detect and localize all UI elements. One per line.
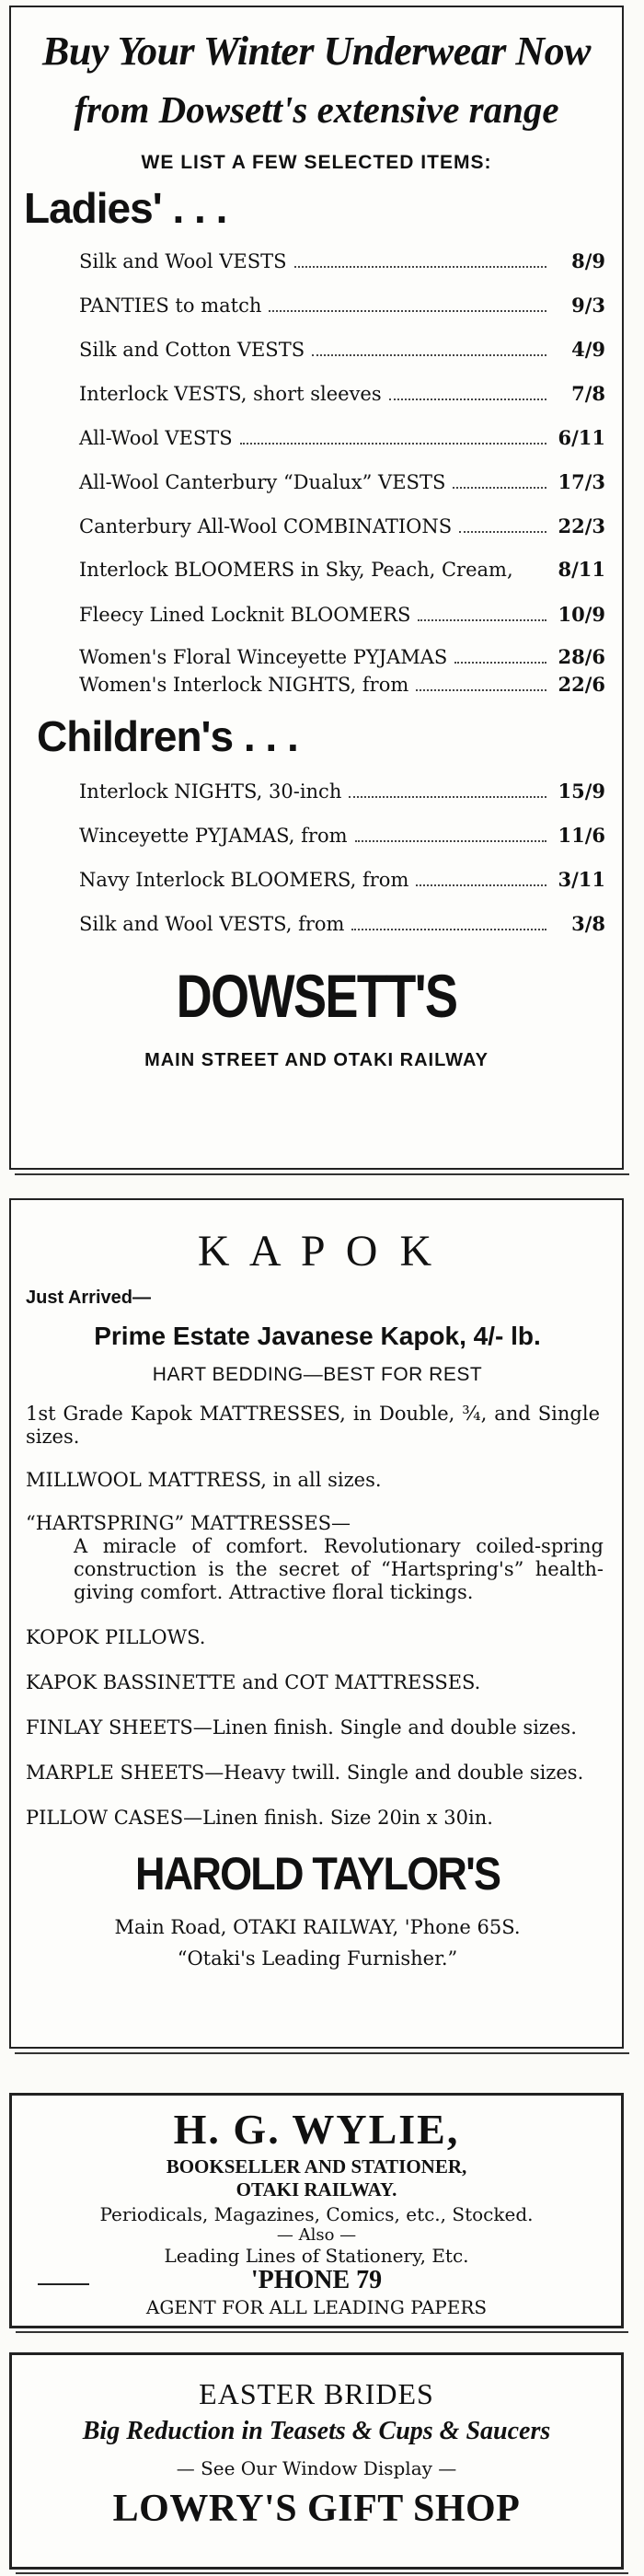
paragraph-heading: “HARTSPRING” MATTRESSES— (26, 1512, 351, 1534)
item-price: 15/9 (558, 780, 605, 803)
item-price: 11/6 (558, 824, 605, 847)
item-price: 8/9 (571, 249, 605, 272)
children-heading: Children's . . . (37, 712, 298, 760)
leader-dots (294, 238, 547, 268)
item-label: PANTIES to match (79, 295, 262, 317)
paragraph: PILLOW CASES—Linen finish. Size 20in x 30in. (26, 1807, 493, 1829)
leader-dots (453, 459, 546, 489)
item-label: Women's Floral Winceyette PYJAMAS (79, 646, 448, 668)
list-item (79, 459, 605, 503)
harold-taylor-ad (9, 1198, 624, 2049)
paragraph: MILLWOOL MATTRESS, in all sizes. (26, 1469, 382, 1491)
item-price: 10/9 (558, 603, 605, 626)
harold-taylor-name: HAROLD TAYLOR'S (134, 1848, 500, 1900)
ad1-headline-2: from Dowsett's extensive range (74, 88, 559, 131)
kapok-title: K A P O K (197, 1227, 438, 1276)
wylie-line-5: Leading Lines of Stationery, Etc. (164, 2245, 469, 2267)
paragraph: FINLAY SHEETS—Linen finish. Single and double sizes. (26, 1716, 577, 1739)
list-item (79, 283, 605, 327)
list-item (79, 592, 605, 636)
item-label: Silk and Wool VESTS (79, 250, 287, 272)
list-item (79, 503, 605, 548)
harold-taylor-address: Main Road, OTAKI RAILWAY, 'Phone 65S. (114, 1916, 521, 1938)
item-price: 22/3 (558, 514, 605, 537)
item-label: Interlock NIGHTS, 30-inch (79, 780, 342, 803)
leader-dots (240, 415, 546, 445)
rule-line (38, 2283, 89, 2285)
list-item (79, 768, 605, 813)
harold-taylor-slogan: “Otaki's Leading Furnisher.” (177, 1947, 458, 1970)
leader-dots (416, 673, 546, 691)
leader-dots (389, 371, 546, 400)
list-item (79, 371, 605, 415)
dowsetts-store-name: DOWSETT'S (176, 962, 457, 1030)
leader-dots (355, 813, 546, 842)
easter-brides: EASTER BRIDES (199, 2377, 434, 2410)
wylie-line-2: OTAKI RAILWAY. (236, 2178, 397, 2201)
item-price: 9/3 (571, 294, 605, 317)
lowrys-ad (9, 2352, 624, 2570)
wylie-line-1: BOOKSELLER AND STATIONER, (166, 2155, 467, 2177)
ladies-heading: Ladies' . . . (24, 184, 227, 232)
list-item (79, 857, 605, 901)
item-price: 3/8 (571, 912, 605, 935)
item-price: 8/11 (558, 558, 605, 581)
dowsetts-address: MAIN STREET AND OTAKI RAILWAY (144, 1050, 489, 1070)
paragraph: KOPOK PILLOWS. (26, 1626, 206, 1648)
leader-dots (418, 592, 546, 621)
ad1-intro: WE LIST A FEW SELECTED ITEMS: (141, 152, 492, 173)
item-label: All-Wool VESTS (79, 427, 233, 449)
list-item (79, 548, 605, 592)
list-item (79, 901, 605, 945)
item-price: 6/11 (558, 426, 605, 449)
list-item (79, 643, 605, 671)
leader-dots (416, 857, 546, 886)
item-price: 28/6 (558, 645, 605, 668)
lowrys-offer: Big Reduction in Teasets & Cups & Saucers (82, 2417, 551, 2445)
wylie-also: — Also — (276, 2225, 357, 2245)
paragraph: KAPOK BASSINETTE and COT MATTRESSES. (26, 1671, 481, 1693)
wylie-phone: 'PHONE 79 (250, 2266, 383, 2294)
leader-dots (269, 283, 546, 312)
wylie-name: H. G. WYLIE, (173, 2106, 460, 2153)
kapok-offer: Prime Estate Javanese Kapok, 4/- lb. (94, 1322, 541, 1350)
wylie-line-3: Periodicals, Magazines, Comics, etc., Stocked. (99, 2203, 534, 2225)
paragraph: A miracle of comfort. Revolutionary coiled-spring construction is the secret of “Hartspring's” health-giving comfort. Attractive floral tickings. (74, 1535, 604, 1603)
item-label: Interlock VESTS, short sleeves (79, 383, 382, 405)
item-label: Interlock BLOOMERS in Sky, Peach, Cream, (79, 559, 513, 581)
item-price: 4/9 (571, 338, 605, 361)
list-item (79, 327, 605, 371)
ad1-headline-1: Buy Your Winter Underwear Now (42, 29, 591, 74)
paragraph: MARPLE SHEETS—Heavy twill. Single and double sizes. (26, 1762, 584, 1784)
item-label: Fleecy Lined Locknit BLOOMERS (79, 604, 411, 626)
leader-dots (454, 645, 546, 664)
item-label: Women's Interlock NIGHTS, from (79, 674, 409, 696)
item-price: 7/8 (571, 382, 605, 405)
item-label: Silk and Cotton VESTS (79, 339, 305, 361)
item-price: 17/3 (558, 470, 605, 493)
leader-dots (312, 327, 546, 356)
ladies-price-list (79, 238, 605, 699)
lowrys-shop-name: LOWRY'S GIFT SHOP (112, 2488, 521, 2530)
item-label: Silk and Wool VESTS, from (79, 913, 345, 935)
leader-dots (459, 503, 546, 533)
list-item (79, 238, 605, 283)
children-price-list (79, 768, 605, 945)
item-price: 3/11 (558, 868, 605, 891)
list-item (79, 415, 605, 459)
item-label: Winceyette PYJAMAS, from (79, 825, 348, 847)
dowsetts-ad (9, 6, 624, 1170)
hart-bedding: HART BEDDING—BEST FOR REST (152, 1364, 483, 1385)
leader-dots (351, 901, 546, 930)
paragraph: 1st Grade Kapok MATTRESSES, in Double, ¾, and Single sizes. (26, 1403, 600, 1448)
window-display: — See Our Window Display — (176, 2457, 457, 2479)
leader-dots (349, 768, 546, 798)
wylie-agent: AGENT FOR ALL LEADING PAPERS (145, 2296, 488, 2318)
just-arrived: Just Arrived— (26, 1288, 151, 1308)
list-item (79, 671, 605, 699)
item-label: Canterbury All-Wool COMBINATIONS (79, 515, 453, 537)
item-label: Navy Interlock BLOOMERS, from (79, 869, 409, 891)
wylie-ad (9, 2093, 624, 2328)
item-price: 22/6 (558, 673, 605, 696)
leader-dots (521, 549, 546, 576)
list-item (79, 813, 605, 857)
kapok-paragraphs (26, 1403, 604, 1830)
item-label: All-Wool Canterbury “Dualux” VESTS (79, 471, 446, 493)
